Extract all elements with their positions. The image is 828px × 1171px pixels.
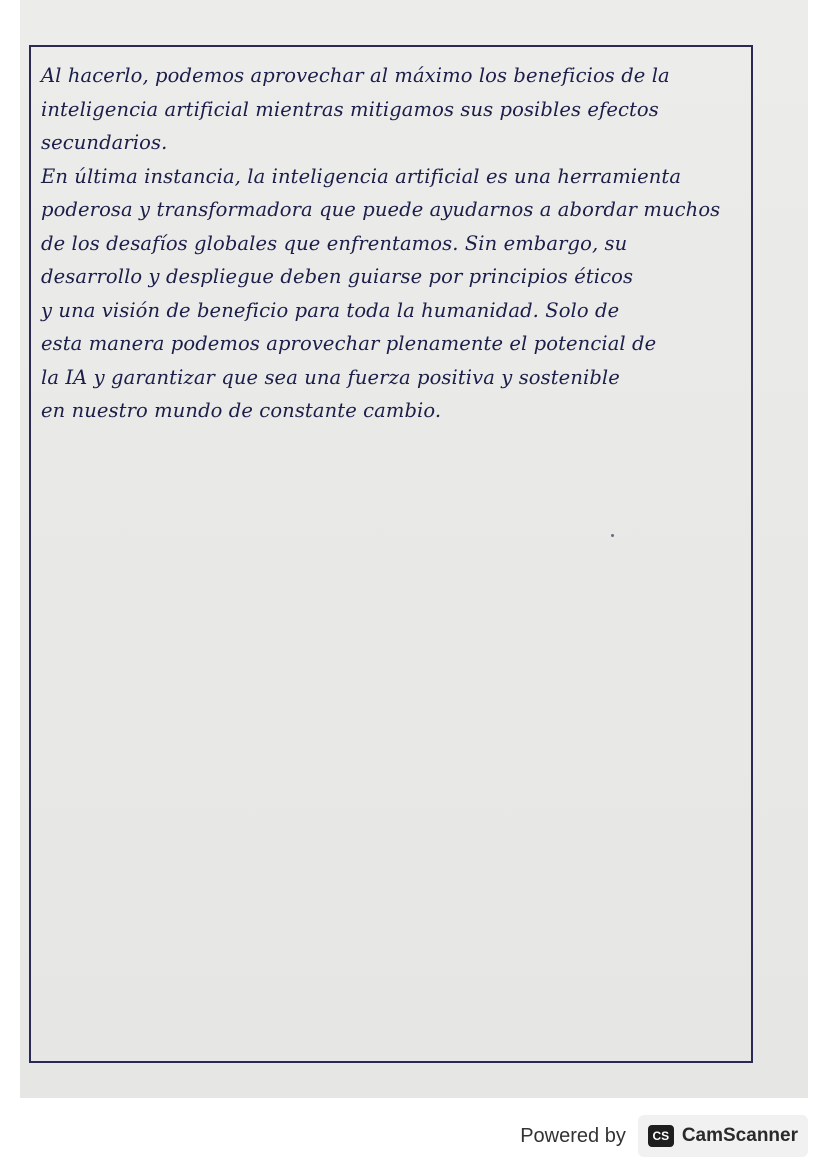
text-line: la IA y garantizar que sea una fuerza positiva y sostenible	[41, 365, 620, 389]
page-border-frame	[29, 45, 753, 1063]
text-line: poderosa y transformadora que puede ayudarnos a abordar muchos	[41, 198, 721, 221]
powered-by-label: Powered by	[520, 1124, 626, 1147]
handwritten-text	[41, 59, 747, 428]
text-line: Al hacerlo, podemos aprovechar al máximo los beneficios de la	[41, 64, 670, 87]
text-line: desarrollo y despliegue deben guiarse por principios éticos	[41, 265, 634, 288]
camscanner-watermark	[520, 1115, 808, 1157]
text-line: y una visión de beneficio para toda la humanidad. Solo de	[41, 298, 620, 322]
text-line: En última instancia, la inteligencia artificial es una herramienta	[41, 164, 682, 188]
scanned-page	[20, 0, 808, 1098]
ink-dot	[611, 534, 614, 537]
text-line: secundarios.	[41, 131, 168, 154]
text-line: en nuestro mundo de constante cambio.	[41, 399, 442, 422]
camscanner-logo-icon: CS	[648, 1125, 674, 1147]
text-line: de los desafíos globales que enfrentamos. Sin embargo, su	[41, 231, 628, 255]
camscanner-brand: CamScanner	[681, 1125, 798, 1146]
text-line: esta manera podemos aprovechar plenamente el potencial de	[41, 332, 657, 355]
camscanner-badge	[638, 1115, 808, 1157]
text-line: inteligencia artificial mientras mitigamos sus posibles efectos	[41, 97, 659, 121]
